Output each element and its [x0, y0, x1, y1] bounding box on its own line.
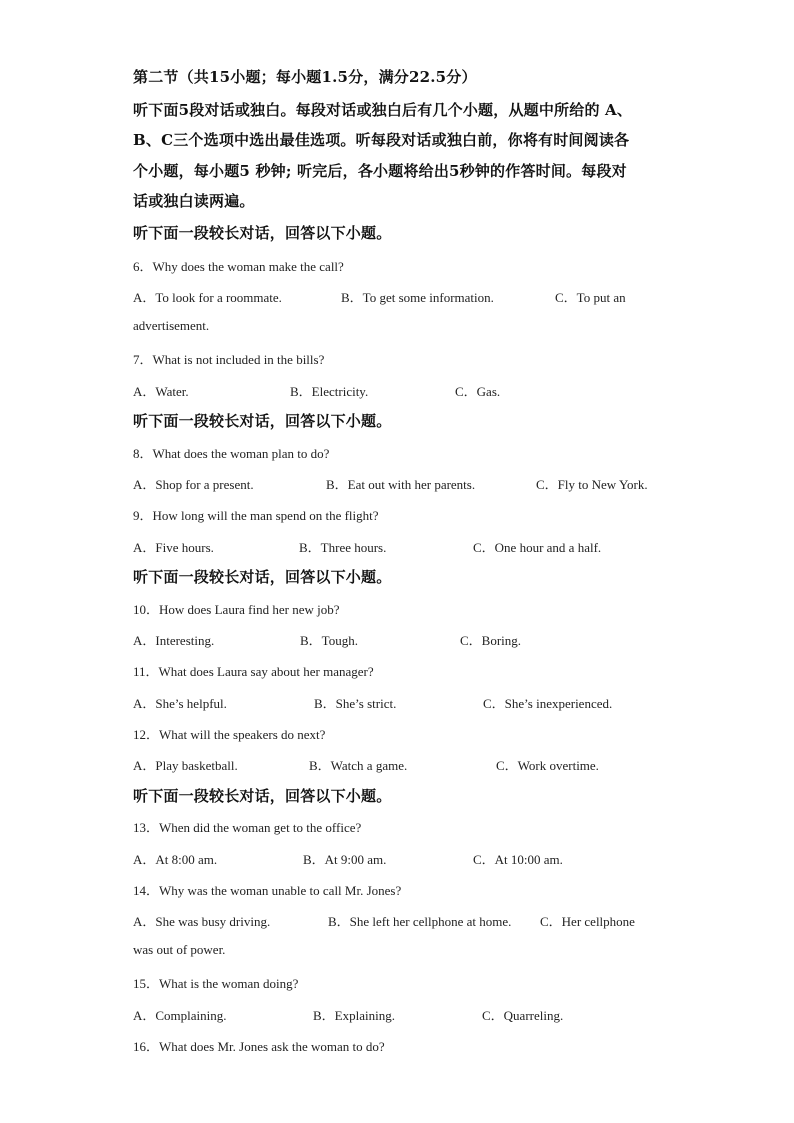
option-a: A．She’s helpful.: [133, 696, 227, 711]
section-title: 第二节（共15小题；每小题1.5分，满分22.5分）: [133, 68, 477, 86]
option-b: B．She left her cellphone at home.: [328, 914, 512, 929]
dialogue-directive: 听下面一段较长对话，回答以下小题。: [133, 787, 392, 805]
option-c: C．Quarreling.: [482, 1008, 564, 1023]
option-continuation-14: was out of power.: [133, 942, 226, 957]
question-6: 6．Why does the woman make the call?: [133, 259, 344, 274]
question-14: 14．Why was the woman unable to call Mr. Jones?: [133, 883, 402, 898]
instructions-line-1: 听下面5段对话或独白。每段对话或独白后有几个小题，从题中所给的 A、: [133, 101, 633, 119]
option-a: A．Five hours.: [133, 540, 214, 555]
option-c: C．Her cellphone: [540, 914, 635, 929]
instructions-line-2: B、C三个选项中选出最佳选项。听每段对话或独白前，你将有时间阅读各: [133, 131, 630, 149]
option-c: C．She’s inexperienced.: [483, 696, 613, 711]
question-8: 8．What does the woman plan to do?: [133, 446, 330, 461]
option-b: B．Three hours.: [299, 540, 387, 555]
question-16: 16．What does Mr. Jones ask the woman to do?: [133, 1039, 385, 1054]
option-c: C．One hour and a half.: [473, 540, 602, 555]
option-b: B．Eat out with her parents.: [326, 477, 476, 492]
dialogue-directive: 听下面一段较长对话，回答以下小题。: [133, 412, 392, 430]
option-b: B．To get some information.: [341, 290, 494, 305]
option-b: B．Watch a game.: [309, 758, 408, 773]
option-b: B．Explaining.: [313, 1008, 395, 1023]
question-9: 9．How long will the man spend on the flight?: [133, 508, 379, 523]
question-11: 11．What does Laura say about her manager?: [133, 664, 374, 679]
dialogue-directive: 听下面一段较长对话，回答以下小题。: [133, 568, 392, 586]
option-a: A．Complaining.: [133, 1008, 227, 1023]
option-c: C．At 10:00 am.: [473, 852, 563, 867]
option-c: C．Work overtime.: [496, 758, 599, 773]
question-13: 13．When did the woman get to the office?: [133, 820, 362, 835]
question-10: 10．How does Laura find her new job?: [133, 602, 340, 617]
question-7: 7．What is not included in the bills?: [133, 352, 325, 367]
option-b: B．Electricity.: [290, 384, 369, 399]
option-c: C．Fly to New York.: [536, 477, 648, 492]
question-15: 15．What is the woman doing?: [133, 976, 299, 991]
option-a: A．Shop for a present.: [133, 477, 254, 492]
option-b: B．Tough.: [300, 633, 358, 648]
option-a: A．She was busy driving.: [133, 914, 271, 929]
option-a: A．Play basketball.: [133, 758, 238, 773]
option-continuation-6: advertisement.: [133, 318, 210, 333]
instructions-line-4: 话或独白读两遍。: [133, 192, 255, 210]
option-a: A．At 8:00 am.: [133, 852, 218, 867]
option-b: B．At 9:00 am.: [303, 852, 387, 867]
question-12: 12．What will the speakers do next?: [133, 727, 326, 742]
option-b: B．She’s strict.: [314, 696, 397, 711]
dialogue-directive: 听下面一段较长对话，回答以下小题。: [133, 224, 392, 242]
instructions-line-3: 个小题，每小题5 秒钟; 听完后，各小题将给出5秒钟的作答时间。每段对: [133, 162, 627, 180]
option-a: A．Water.: [133, 384, 189, 399]
option-a: A．To look for a roommate.: [133, 290, 282, 305]
option-c: C．To put an: [555, 290, 626, 305]
option-a: A．Interesting.: [133, 633, 215, 648]
option-c: C．Gas.: [455, 384, 501, 399]
option-c: C．Boring.: [460, 633, 522, 648]
